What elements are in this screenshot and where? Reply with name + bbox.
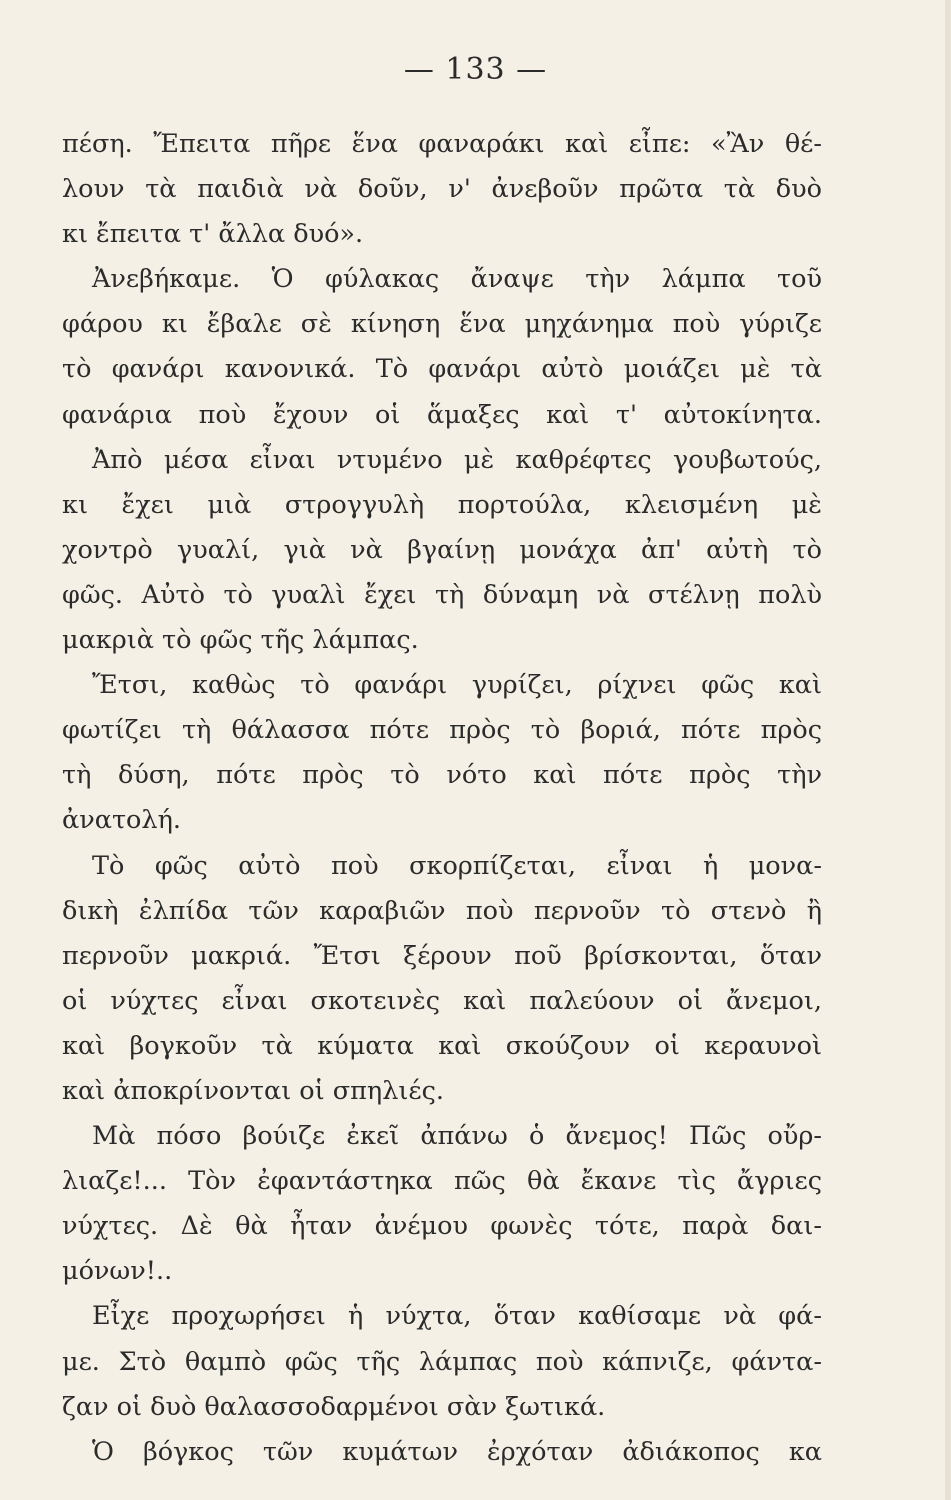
text-line: μακριὰ τὸ φῶς τῆς λάμπας.	[62, 625, 419, 656]
text-line: Εἶχε προχωρήσει ἡ νύχτα, ὅταν καθίσαμε νὰ φά-	[92, 1301, 822, 1332]
text-line: νύχτες. Δὲ θὰ ἦταν ἀνέμου φωνὲς τότε, παρὰ δαι-	[62, 1211, 822, 1242]
text-line: Τὸ φῶς αὐτὸ ποὺ σκορπίζεται, εἶναι ἡ μονα-	[92, 850, 822, 881]
text-line: πέση. Ἔπειτα πῆρε ἕνα φαναράκι καὶ εἶπε: «Ἂν θέ-	[62, 129, 822, 159]
text-line: φωτίζει τὴ θάλασσα πότε πρὸς τὸ βοριά, πότε πρὸς	[62, 715, 822, 746]
text-line: οἱ νύχτες εἶναι σκοτεινὲς καὶ παλεύουν οἱ ἄνεμοι,	[62, 985, 822, 1016]
text-line: χοντρὸ γυαλί, γιὰ νὰ βγαίνῃ μονάχα ἀπ' αὐτὴ τὸ	[62, 534, 822, 565]
text-line: Μὰ πόσο βούιζε ἐκεῖ ἀπάνω ὁ ἄνεμος! Πῶς οὔρ-	[92, 1121, 822, 1152]
text-line: Ἀνεβήκαμε. Ὁ φύλακας ἄναψε τὴν λάμπα τοῦ	[92, 264, 822, 295]
text-line: μόνων!..	[62, 1256, 173, 1287]
page-number: — 133 —	[403, 52, 548, 87]
text-line: φῶς. Αὐτὸ τὸ γυαλὶ ἔχει τὴ δύναμη νὰ στέλνῃ πολὺ	[62, 579, 822, 610]
text-line: δικὴ ἐλπίδα τῶν καραβιῶν ποὺ περνοῦν τὸ στενὸ ἢ	[62, 895, 822, 926]
text-line: φάρου κι ἔβαλε σὲ κίνηση ἕνα μηχάνημα ποὺ γύριζε	[62, 309, 822, 340]
text-body	[62, 122, 822, 1475]
text-line: κι ἔπειτα τ' ἄλλα δυό».	[62, 219, 364, 250]
text-line: καὶ βογκοῦν τὰ κύματα καὶ σκούζουν οἱ κεραυνοὶ	[62, 1030, 822, 1061]
text-line: ἀνατολή.	[62, 805, 181, 836]
text-line: λιαζε!... Τὸν ἐφαντάστηκα πῶς θὰ ἔκανε τὶς ἄγριες	[62, 1166, 822, 1197]
text-line: Ὁ βόγκος τῶν κυμάτων ἐρχόταν ἀδιάκοπος κα	[92, 1436, 822, 1467]
text-line: Ἀπὸ μέσα εἶναι ντυμένο μὲ καθρέφτες γουβωτούς,	[92, 444, 822, 475]
text-line: τὸ φανάρι κανονικά. Τὸ φανάρι αὐτὸ μοιάζει μὲ τὰ	[62, 354, 822, 385]
text-line: λουν τὰ παιδιὰ νὰ δοῦν, ν' ἀνεβοῦν πρῶτα τὰ δυὸ	[62, 174, 822, 205]
text-line: Ἔτσι, καθὼς τὸ φανάρι γυρίζει, ρίχνει φῶς καὶ	[92, 670, 822, 701]
text-line: κι ἔχει μιὰ στρογγυλὴ πορτούλα, κλεισμένη μὲ	[62, 489, 822, 520]
text-line: τὴ δύση, πότε πρὸς τὸ νότο καὶ πότε πρὸς τὴν	[62, 760, 822, 791]
text-line: φανάρια ποὺ ἔχουν οἱ ἅμαξες καὶ τ' αὐτοκίνητα.	[62, 399, 822, 430]
text-line: περνοῦν μακριά. Ἔτσι ξέρουν ποῦ βρίσκονται, ὅταν	[62, 940, 822, 971]
text-line: με. Στὸ θαμπὸ φῶς τῆς λάμπας ποὺ κάπνιζε, φάντα-	[62, 1346, 822, 1377]
page-edge	[945, 0, 951, 1500]
text-line: καὶ ἀποκρίνονται οἱ σπηλιές.	[62, 1075, 444, 1106]
text-line: ζαν οἱ δυὸ θαλασσοδαρμένοι σὰν ξωτικά.	[62, 1391, 606, 1422]
